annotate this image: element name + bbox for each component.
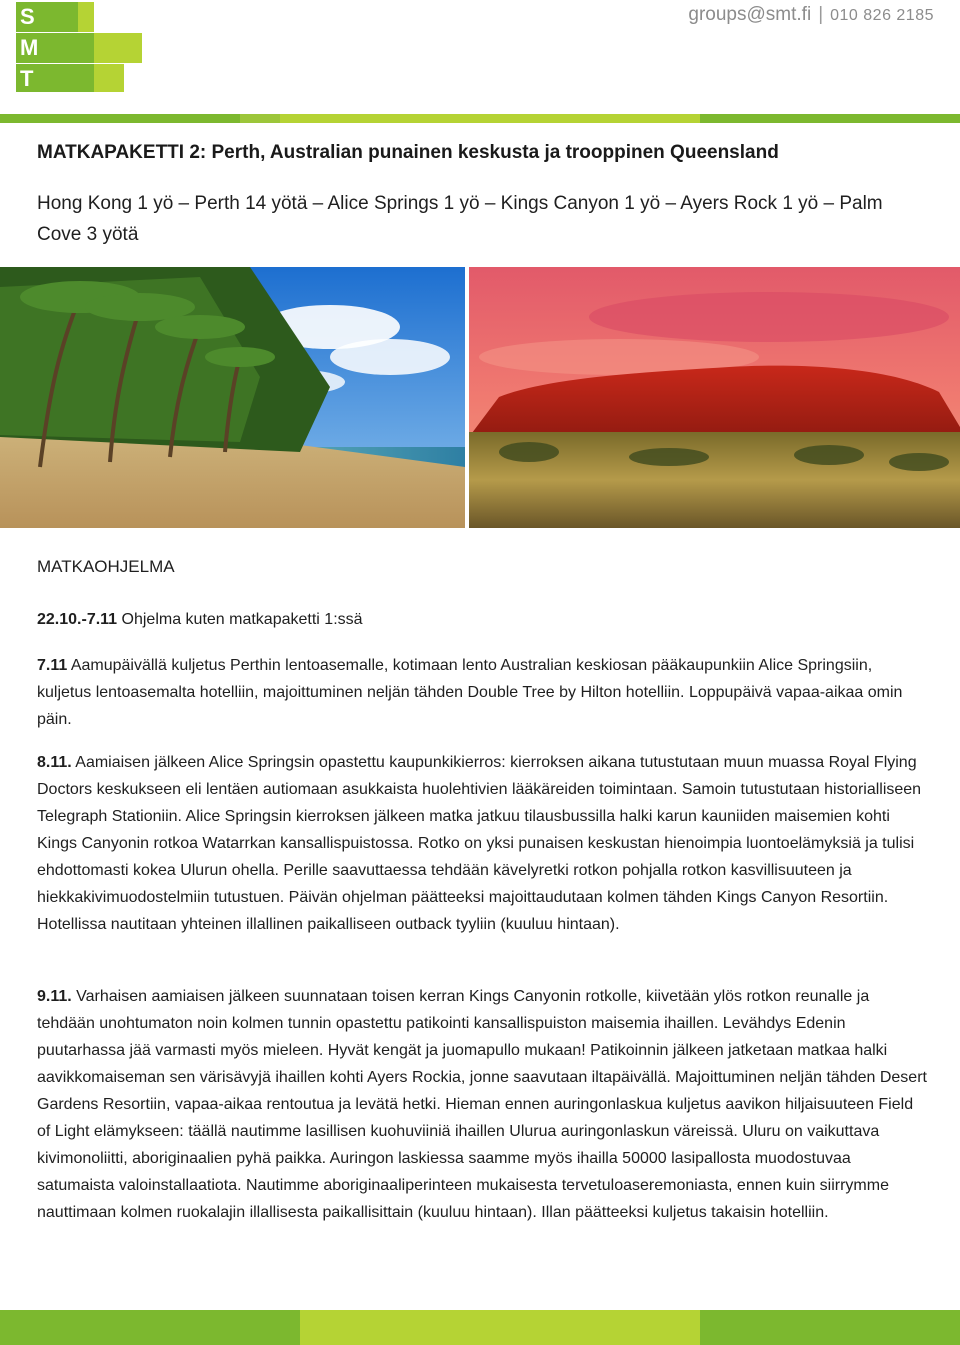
- day-date: 9.11.: [37, 988, 72, 1005]
- day-entry: [37, 652, 929, 733]
- day-entry: [37, 983, 929, 1226]
- logo-accent-s: [78, 2, 94, 32]
- day-date: 8.11.: [37, 754, 72, 771]
- logo-letter-m: M: [20, 35, 39, 60]
- smt-logo: [16, 2, 144, 92]
- contact-info: [688, 4, 934, 26]
- header-color-bar: [0, 114, 960, 123]
- day-text: Varhaisen aamiaisen jälkeen suunnataan toisen kerran Kings Canyonin rotkolle, kiivetään ylös rotkon reunalle ja tehdään unohtumaton noin kolmen tunnin opastettu patikointi kansallispuiston maisemia ihaillen. Levähdys Edenin puutarhassa jää varmasti myös mieleen. Hyvät kengät ja juomapullo mukaan! Patikoinnin jälkeen jatketaan matkaa halki aavikkomaiseman sen värisävyjä ihaillen kohti Ayers Rockia, jonne saavutaan iltapäivällä. Majoittuminen neljän tähden Desert Gardens Resortiin, vapaa-aikaa rentoutua ja levätä hetki. Hieman ennen auringonlaskua kuljetus aavikon hiljaisuuteen Field of Light elämykseen: täällä nautimme lasillisen kuohuviiniä ihaillen Ulurua auringonlaskun väreissä. Uluru on vaikuttava kivimonoliitti, aboriginaalien pyhä paikka. Auringon laskiessa saamme myös ihailla 50000 lasipallosta muodostuvaa satumaista valoinstallaatiota. Nautimme aboriginaaliperinteen mukaisesta tervetuloaseremoniasta, ennen kuin siirrymme nauttimaan kolmen ruokalajin illallisesta paikallisittain (kuuluu hintaan). Illan päätteeksi kuljetus takaisin hotelliin.: [37, 988, 927, 1221]
- route-summary: Hong Kong 1 yö – Perth 14 yötä – Alice Springs 1 yö – Kings Canyon 1 yö – Ayers Rock 1 yö – Palm Cove 3 yötä: [37, 193, 883, 245]
- intro-date: 22.10.-7.11: [37, 611, 118, 628]
- logo-accent-t: [94, 64, 124, 92]
- intro-text: Ohjelma kuten matkapaketti 1:ssä: [117, 611, 363, 628]
- day-text: Aamiaisen jälkeen Alice Springsin opastettu kaupunkikierros: kierroksen aikana tutustutaan muun muassa Royal Flying Doctors keskukseen eli lentäen autiomaan asukkaista huolehtivien lääkäreiden toimintaan. Samoin tutustutaan historialliseen Telegraph Stationiin. Alice Springsin kierroksen jälkeen matka jatkuu tilausbussilla halki karun kauniiden maisemien kohti Kings Canyonin rotkoa Watarrkan kansallispuistossa. Rotko on yksi punaisen keskustan hienoimpia luontoelämyksiä ja tulisi ehdottomasti kokea Ulurun ohella. Perille saavuttaessa tehdään kävelyretki rotkon pohjalla rotkon kasvillisuuteen ja hiekkakivimuodostelmiin tutustuen. Päivän ohjelman päätteeksi majoittaudutaan kolmen tähden Kings Canyon Resortiin. Hotellissa nautitaan yhteinen illallinen paikalliseen outback tyyliin (kuuluu hintaan).: [37, 754, 922, 933]
- day-date: 7.11: [37, 657, 68, 674]
- day-text: Aamupäivällä kuljetus Perthin lentoasemalle, kotimaan lento Australian keskiosan pääkaupunkiin Alice Springsiin, kuljetus lentoasemalta hotelliin, majoittuminen neljän tähden Double Tree by Hilton hotelliin. Loppupäivä vapaa-aikaa omin päin.: [37, 657, 903, 728]
- logo-letter-t: T: [20, 66, 34, 91]
- day-entry: [37, 749, 929, 938]
- contact-separator: |: [818, 4, 824, 25]
- logo-accent-m: [94, 33, 142, 63]
- uluru-sunset-image: [469, 267, 960, 528]
- beach-palm-trees-image: [0, 267, 465, 528]
- contact-phone[interactable]: 010 826 2185: [830, 7, 934, 24]
- footer-color-bar: [0, 1310, 960, 1345]
- logo-letter-s: S: [20, 4, 35, 29]
- package-title: MATKAPAKETTI 2: Perth, Australian punainen keskusta ja trooppinen Queensland: [37, 142, 779, 163]
- intro-line: [37, 611, 363, 629]
- section-heading: MATKAOHJELMA: [37, 557, 175, 576]
- contact-email[interactable]: groups@smt.fi: [688, 4, 812, 25]
